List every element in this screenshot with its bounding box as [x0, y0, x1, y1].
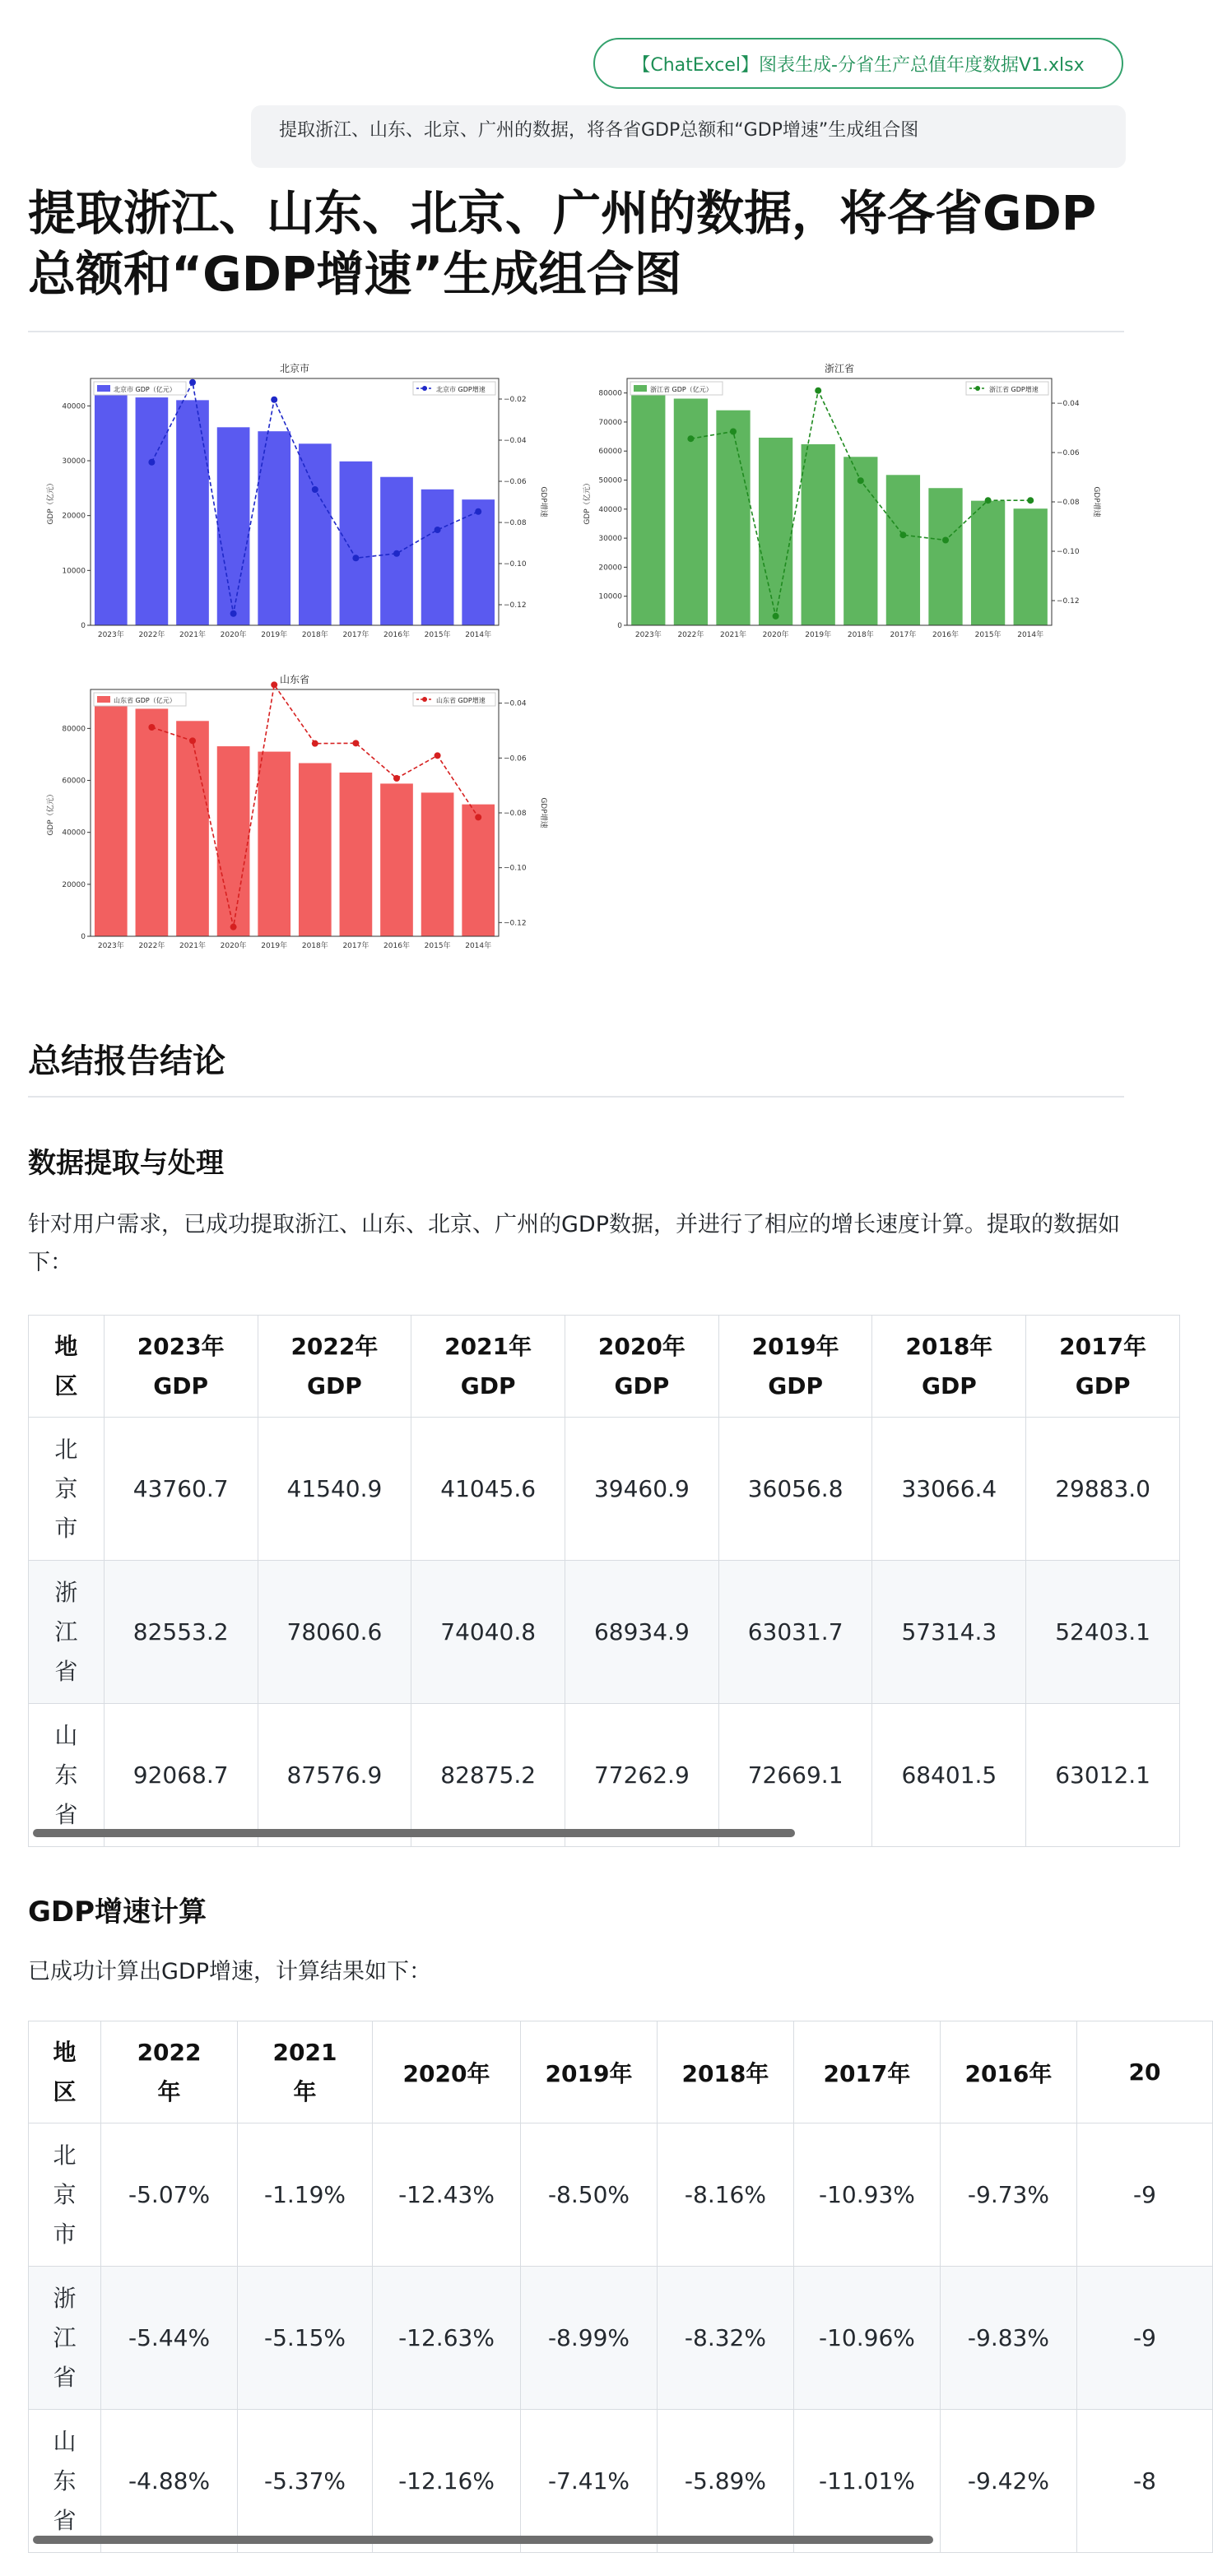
legend-label: 北京市 GDP增速	[436, 386, 486, 393]
growth-cell: -12.63%	[373, 2267, 521, 2410]
x-tick-label: 2018年	[847, 631, 874, 639]
legend-line	[413, 693, 495, 706]
gdp-table-header-row	[29, 1316, 1180, 1418]
growth-point	[815, 388, 821, 394]
bar	[802, 444, 835, 625]
x-tick-label: 2021年	[179, 631, 206, 639]
y-tick-label: 70000	[598, 418, 622, 427]
x-tick-label: 2016年	[932, 631, 959, 639]
gdp-header-cell	[104, 1316, 258, 1418]
gdp-header-cell	[258, 1316, 411, 1418]
growth-header-cell: 2017年	[793, 2021, 940, 2123]
growth-point	[352, 740, 359, 746]
gdp-cell: 39460.9	[565, 1418, 719, 1561]
growth-point	[148, 724, 155, 731]
growth-point	[393, 775, 400, 782]
y-tick-label: 0	[81, 933, 86, 941]
table-row	[29, 2267, 1213, 2410]
user-prompt-bubble: 提取浙江、山东、北京、广州的数据，将各省GDP总额和“GDP增速”生成组合图	[251, 105, 1126, 168]
y2-axis-label: GDP增速	[539, 486, 547, 518]
gdp-cell: 82553.2	[104, 1561, 258, 1704]
y-tick-label: 60000	[598, 448, 622, 457]
bar	[462, 499, 495, 625]
gdp-header-cell	[718, 1316, 872, 1418]
growth-table-scrollbar[interactable]	[33, 2536, 933, 2544]
chart-beijing	[28, 354, 563, 658]
y2-tick-label: −0.10	[504, 864, 527, 873]
region-cell	[29, 1561, 105, 1704]
growth-cell: -9	[1076, 2267, 1212, 2410]
y-tick-label: 10000	[62, 567, 86, 576]
y2-tick-label: −0.06	[1057, 449, 1080, 457]
bar	[462, 805, 495, 936]
y-tick-label: 0	[617, 622, 622, 630]
bar	[631, 386, 665, 625]
table-row	[29, 2123, 1213, 2267]
gdp-cell: 77262.9	[565, 1704, 719, 1847]
chart-shandong	[28, 665, 563, 969]
legend-marker	[422, 697, 427, 702]
header-text: 2018年 GDP	[905, 1332, 993, 1399]
y-tick-label: 0	[81, 622, 86, 630]
growth-cell: -8.99%	[521, 2267, 658, 2410]
region-text: 北 京 市	[53, 2141, 77, 2248]
bar	[380, 783, 413, 936]
y-tick-label: 80000	[62, 725, 86, 734]
x-tick-label: 2015年	[424, 631, 451, 639]
growth-point	[352, 555, 359, 561]
table-row	[29, 1561, 1180, 1704]
legend-bars	[630, 382, 723, 395]
growth-header-cell	[238, 2021, 373, 2123]
table-row	[29, 1418, 1180, 1561]
bar	[1014, 508, 1048, 625]
y-tick-label: 40000	[62, 828, 86, 838]
x-tick-label: 2023年	[97, 942, 124, 950]
growth-point	[475, 508, 481, 515]
growth-point	[985, 497, 992, 504]
bar	[886, 475, 920, 625]
growth-table-header-row	[29, 2021, 1213, 2123]
growth-cell: -8	[1076, 2410, 1212, 2553]
x-tick-label: 2014年	[1017, 631, 1044, 639]
legend-marker	[975, 386, 980, 391]
growth-point	[435, 752, 441, 759]
y-axis-label: GDP（亿元）	[47, 790, 55, 836]
growth-cell: -9.83%	[940, 2267, 1076, 2410]
growth-header-cell: 2016年	[940, 2021, 1076, 2123]
chart-title: 北京市	[279, 363, 310, 374]
section-growth-heading: GDP增速计算	[28, 1896, 207, 1929]
y2-tick-label: −0.04	[504, 699, 527, 708]
y2-tick-label: −0.12	[504, 919, 527, 928]
gdp-cell: 41540.9	[258, 1418, 411, 1561]
gdp-header-cell	[872, 1316, 1026, 1418]
growth-header-cell: 2018年	[657, 2021, 793, 2123]
growth-point	[899, 531, 906, 538]
bar	[299, 764, 332, 936]
x-tick-label: 2017年	[890, 631, 917, 639]
y2-tick-label: −0.12	[504, 601, 527, 610]
y2-tick-label: −0.12	[1057, 597, 1080, 606]
bar	[136, 708, 169, 936]
bar	[217, 746, 250, 936]
gdp-cell: 68401.5	[872, 1704, 1026, 1847]
chart-title: 浙江省	[824, 363, 855, 374]
header-text: 2022 年	[137, 2038, 202, 2105]
bar	[95, 697, 128, 936]
gdp-header-cell	[1026, 1316, 1180, 1418]
region-cell	[29, 2267, 101, 2410]
x-tick-label: 2021年	[720, 631, 746, 639]
gdp-cell: 52403.1	[1026, 1561, 1180, 1704]
growth-cell: -11.01%	[793, 2410, 940, 2553]
gdp-cell: 36056.8	[718, 1418, 872, 1561]
section-extract-heading: 数据提取与处理	[28, 1147, 224, 1180]
y2-tick-label: −0.04	[1057, 400, 1080, 408]
y2-tick-label: −0.08	[504, 519, 527, 527]
bar	[421, 792, 454, 936]
y-tick-label: 80000	[598, 389, 622, 398]
growth-point	[312, 740, 318, 747]
bar	[716, 411, 750, 625]
growth-cell: -10.93%	[793, 2123, 940, 2267]
growth-point	[730, 429, 737, 435]
header-text: 2021年 GDP	[444, 1332, 532, 1399]
bar	[176, 721, 209, 936]
bar	[258, 431, 290, 625]
region-cell	[29, 1704, 105, 1847]
growth-cell: -12.43%	[373, 2123, 521, 2267]
growth-cell: -7.41%	[521, 2410, 658, 2553]
x-tick-label: 2022年	[138, 942, 165, 950]
growth-point	[230, 924, 237, 931]
header-text: 2022年 GDP	[290, 1332, 379, 1399]
growth-cell: -9.42%	[940, 2410, 1076, 2553]
gdp-cell: 63012.1	[1026, 1704, 1180, 1847]
y2-axis-label: GDP增速	[1092, 486, 1100, 518]
growth-paragraph: 已成功计算出GDP增速，计算结果如下：	[28, 1959, 431, 1984]
legend-marker	[422, 386, 427, 391]
title-divider	[28, 331, 1124, 332]
growth-point	[857, 477, 864, 484]
bar	[176, 400, 209, 625]
growth-cell: -10.96%	[793, 2267, 940, 2410]
x-tick-label: 2014年	[465, 631, 492, 639]
x-tick-label: 2017年	[342, 942, 369, 950]
gdp-cell: 68934.9	[565, 1561, 719, 1704]
x-tick-label: 2018年	[301, 631, 328, 639]
y-tick-label: 30000	[62, 457, 86, 466]
gdp-header-cell	[565, 1316, 719, 1418]
y-tick-label: 60000	[62, 777, 86, 786]
y-tick-label: 40000	[598, 505, 622, 514]
region-text: 北 京 市	[54, 1435, 78, 1542]
bar	[95, 385, 128, 625]
chart-zhejiang	[576, 354, 1119, 658]
gdp-cell: 29883.0	[1026, 1418, 1180, 1561]
region-text: 山 东 省	[54, 1721, 78, 1828]
bar	[340, 462, 373, 625]
region-cell	[29, 2123, 101, 2267]
growth-point	[1027, 497, 1034, 504]
legend-swatch	[97, 385, 110, 392]
region-cell	[29, 1418, 105, 1561]
gdp-cell: 74040.8	[411, 1561, 565, 1704]
legend-label: 北京市 GDP（亿元）	[114, 386, 176, 393]
gdp-cell: 63031.7	[718, 1561, 872, 1704]
gdp-table-container[interactable]	[28, 1315, 1150, 1850]
growth-table	[28, 2021, 1213, 2553]
growth-point	[942, 537, 949, 544]
growth-header-cell: 2020年	[373, 2021, 521, 2123]
y-axis-label: GDP（亿元）	[47, 479, 55, 525]
gdp-header-cell	[411, 1316, 565, 1418]
x-tick-label: 2019年	[261, 942, 288, 950]
x-tick-label: 2017年	[342, 631, 369, 639]
growth-cell: -8.16%	[657, 2123, 793, 2267]
y2-tick-label: −0.08	[504, 810, 527, 818]
growth-cell: -5.15%	[238, 2267, 373, 2410]
x-tick-label: 2018年	[301, 942, 328, 950]
header-text: 地 区	[53, 2038, 77, 2105]
y-tick-label: 10000	[598, 592, 622, 601]
growth-point	[393, 550, 400, 557]
y-tick-label: 40000	[62, 402, 86, 411]
legend-line	[966, 382, 1048, 395]
x-tick-label: 2022年	[677, 631, 704, 639]
region-text: 山 东 省	[53, 2427, 77, 2534]
growth-cell: -1.19%	[238, 2123, 373, 2267]
bar	[928, 488, 962, 625]
x-tick-label: 2016年	[383, 631, 410, 639]
x-tick-label: 2014年	[465, 942, 492, 950]
region-text: 浙 江 省	[54, 1578, 78, 1685]
growth-point	[271, 397, 277, 403]
growth-header-cell	[101, 2021, 238, 2123]
header-text: 2021 年	[272, 2038, 337, 2105]
growth-cell: -8.50%	[521, 2123, 658, 2267]
bar	[674, 398, 708, 625]
x-tick-label: 2015年	[424, 942, 451, 950]
x-tick-label: 2023年	[97, 631, 124, 639]
growth-point	[230, 610, 237, 617]
header-text: 2019年 GDP	[751, 1332, 839, 1399]
region-text: 浙 江 省	[53, 2284, 77, 2391]
x-tick-label: 2015年	[974, 631, 1002, 639]
y-tick-label: 20000	[598, 564, 622, 573]
legend-swatch	[634, 385, 647, 392]
legend-line	[413, 382, 495, 395]
growth-cell: -8.32%	[657, 2267, 793, 2410]
file-attachment-chip[interactable]: 【ChatExcel】图表生成-分省生产总值年度数据V1.xlsx	[593, 38, 1123, 89]
y-tick-label: 50000	[598, 476, 622, 485]
legend-bars	[94, 693, 186, 706]
table-row	[29, 2410, 1213, 2553]
growth-point	[189, 379, 196, 386]
y-tick-label: 20000	[62, 880, 86, 889]
legend-bars	[94, 382, 186, 395]
gdp-cell: 33066.4	[872, 1418, 1026, 1561]
x-tick-label: 2019年	[261, 631, 288, 639]
gdp-cell: 87576.9	[258, 1704, 411, 1847]
growth-cell: -4.88%	[101, 2410, 238, 2553]
growth-point	[189, 737, 196, 744]
y2-axis-label: GDP增速	[539, 797, 547, 828]
bar	[258, 752, 290, 936]
gdp-cell: 72669.1	[718, 1704, 872, 1847]
gdp-cell: 82875.2	[411, 1704, 565, 1847]
section-summary-heading: 总结报告结论	[28, 1042, 225, 1080]
gdp-header-cell	[29, 1316, 105, 1418]
header-text: 2020年 GDP	[597, 1332, 686, 1399]
bar	[299, 443, 332, 625]
growth-cell: -5.37%	[238, 2410, 373, 2553]
summary-divider	[28, 1096, 1124, 1098]
y-tick-label: 20000	[62, 512, 86, 521]
legend-label: 山东省 GDP增速	[436, 697, 486, 704]
x-tick-label: 2020年	[762, 631, 789, 639]
bar	[217, 427, 250, 625]
table-row	[29, 1704, 1180, 1847]
x-tick-label: 2021年	[179, 942, 206, 950]
page-title: 提取浙江、山东、北京、广州的数据，将各省GDP总额和“GDP增速”生成组合图	[28, 185, 1097, 302]
growth-cell: -5.07%	[101, 2123, 238, 2267]
growth-point	[687, 435, 694, 442]
growth-header-cell: 2019年	[521, 2021, 658, 2123]
growth-cell: -5.89%	[657, 2410, 793, 2553]
growth-header-cell	[29, 2021, 101, 2123]
legend-swatch	[97, 696, 110, 703]
x-tick-label: 2023年	[634, 631, 662, 639]
growth-cell: -12.16%	[373, 2410, 521, 2553]
bar	[759, 438, 792, 625]
growth-point	[435, 527, 441, 533]
growth-cell: -9.73%	[940, 2123, 1076, 2267]
bar	[971, 501, 1005, 625]
y2-tick-label: −0.04	[504, 437, 527, 445]
y2-tick-label: −0.08	[1057, 499, 1080, 507]
gdp-cell: 57314.3	[872, 1561, 1026, 1704]
gdp-cell: 92068.7	[104, 1704, 258, 1847]
y-axis-label: GDP（亿元）	[583, 479, 592, 525]
bar	[421, 490, 454, 625]
growth-cell: -5.44%	[101, 2267, 238, 2410]
growth-point	[312, 486, 318, 493]
y2-tick-label: −0.06	[504, 478, 527, 486]
growth-point	[475, 814, 481, 820]
y2-tick-label: −0.06	[504, 754, 527, 764]
header-text: 地 区	[54, 1332, 78, 1399]
legend-label: 浙江省 GDP（亿元）	[650, 386, 713, 393]
gdp-cell: 43760.7	[104, 1418, 258, 1561]
y2-tick-label: −0.02	[504, 396, 527, 404]
gdp-table	[28, 1315, 1180, 1847]
x-tick-label: 2020年	[220, 942, 247, 950]
gdp-cell: 41045.6	[411, 1418, 565, 1561]
bar	[340, 773, 373, 936]
header-text: 2017年 GDP	[1059, 1332, 1147, 1399]
growth-cell: -9	[1076, 2123, 1212, 2267]
extract-paragraph: 针对用户需求，已成功提取浙江、山东、北京、广州的GDP数据，并进行了相应的增长速度计算。提取的数据如下：	[28, 1212, 1120, 1275]
y2-tick-label: −0.10	[504, 560, 527, 569]
y-tick-label: 30000	[598, 535, 622, 544]
growth-table-container[interactable]	[28, 2021, 1161, 2552]
x-tick-label: 2019年	[805, 631, 832, 639]
legend-label: 浙江省 GDP增速	[989, 386, 1039, 393]
x-tick-label: 2022年	[138, 631, 165, 639]
header-text: 2023年 GDP	[137, 1332, 225, 1399]
x-tick-label: 2016年	[383, 942, 410, 950]
growth-point	[271, 681, 277, 688]
chart-title: 山东省	[279, 674, 310, 685]
gdp-table-scrollbar[interactable]	[33, 1829, 795, 1837]
growth-header-cell: 20	[1076, 2021, 1212, 2123]
y2-tick-label: −0.10	[1057, 548, 1080, 556]
x-tick-label: 2020年	[220, 631, 247, 639]
region-cell	[29, 2410, 101, 2553]
growth-point	[773, 613, 779, 620]
legend-label: 山东省 GDP（亿元）	[114, 697, 176, 704]
gdp-cell: 78060.6	[258, 1561, 411, 1704]
bar	[136, 397, 169, 625]
growth-point	[148, 459, 155, 466]
